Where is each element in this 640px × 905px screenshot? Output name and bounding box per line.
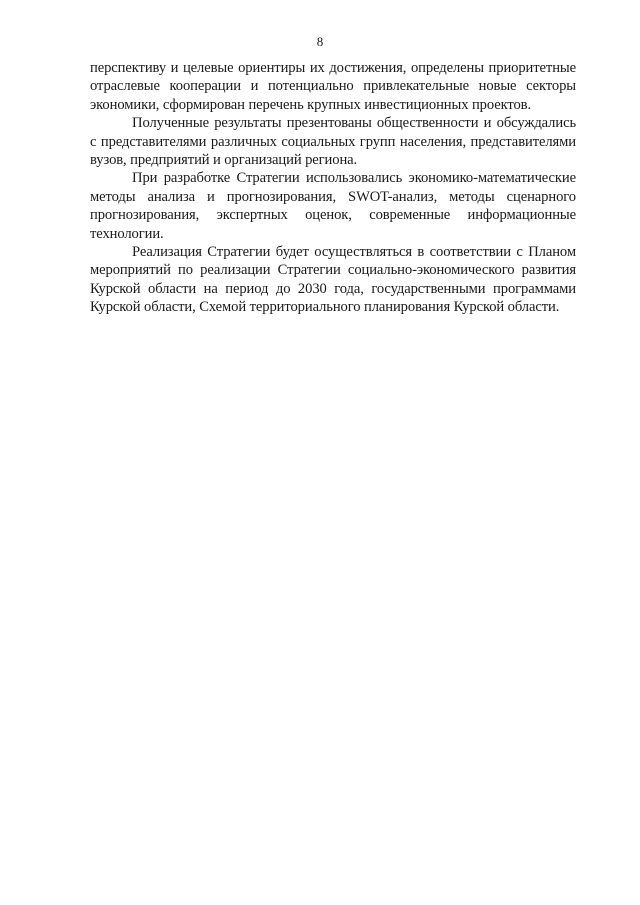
page-number: 8	[316, 34, 324, 49]
document-body	[90, 59, 576, 317]
paragraph-results-presentation: Полученные результаты презентованы общественности и обсуждались с представителями различных социальных групп населения, представителями вузов, предприятий и организаций региона.	[90, 115, 576, 169]
paragraph-methods: При разработке Стратегии использовались экономико-математические методы анализа и прогнозирования, SWOT-анализ, методы сценарного прогнозирования, экспертных оценок, современные информационные технологии.	[90, 170, 576, 242]
paragraph-continuation: перспективу и целевые ориентиры их достижения, определены приоритетные отраслевые кооперации и потенциально привлекательные новые секторы экономики, сформирован перечень крупных инвестиционных проектов.	[90, 60, 576, 113]
paragraph-implementation: Реализация Стратегии будет осуществляться в соответствии с Планом мероприятий по реализации Стратегии социально-экономического развития Курской области на период до 2030 года, государственными программами Курской области, Схемой территориального планирования Курской области.	[90, 244, 576, 316]
